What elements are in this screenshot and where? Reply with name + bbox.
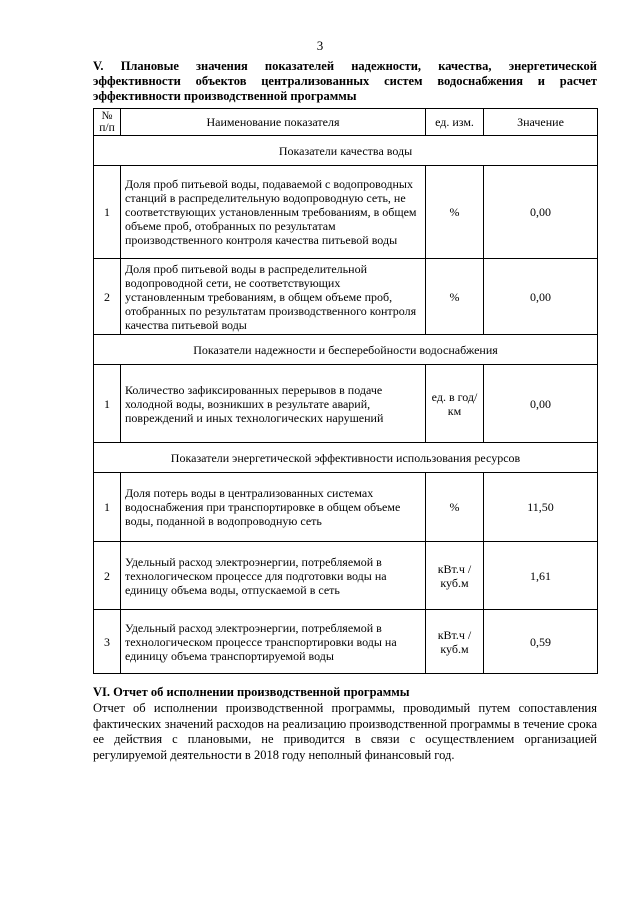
row-num: 1 xyxy=(94,166,121,259)
group-title: Показатели энергетической эффективности использования ресурсов xyxy=(94,443,598,473)
header-name: Наименование показателя xyxy=(121,109,426,136)
row-name: Удельный расход электроэнергии, потребляемой в технологическом процессе транспортировки воды на единицу объема транспортируемой воды xyxy=(121,610,426,674)
row-value: 11,50 xyxy=(484,473,598,542)
table-row xyxy=(94,365,598,443)
indicators-table xyxy=(93,108,598,674)
row-unit: % xyxy=(426,259,484,335)
table-row xyxy=(94,259,598,335)
row-unit: кВт.ч / куб.м xyxy=(426,542,484,610)
row-num: 2 xyxy=(94,259,121,335)
table-header-row xyxy=(94,109,598,136)
section-6-title: VI. Отчет об исполнении производственной программы xyxy=(93,685,410,699)
row-name: Доля проб питьевой воды в распределительной водопроводной сети, не соответствующих установленным требованиям, в общем объеме проб, отобранных по результатам производственного контроля качества питьевой воды xyxy=(121,259,426,335)
group-title: Показатели надежности и бесперебойности водоснабжения xyxy=(94,335,598,365)
section-5-title: V. Плановые значения показателей надежности, качества, энергетической эффективности объектов централизованных систем водоснабжения и расчет эффективности производственной программы xyxy=(93,59,597,103)
header-num: № п/п xyxy=(94,109,121,136)
row-unit: % xyxy=(426,473,484,542)
row-value: 0,59 xyxy=(484,610,598,674)
table-row xyxy=(94,166,598,259)
row-name: Доля проб питьевой воды, подаваемой с водопроводных станций в распределительную водопроводную сеть, не соответствующих установленным требованиям, в общем объеме проб, отобранных по результатам производственного контроля качества питьевой воды xyxy=(121,166,426,259)
row-unit: ед. в год/ км xyxy=(426,365,484,443)
table-row xyxy=(94,542,598,610)
row-value: 1,61 xyxy=(484,542,598,610)
table-row xyxy=(94,610,598,674)
row-num: 3 xyxy=(94,610,121,674)
section-6-body: Отчет об исполнении производственной программы, проводимый путем сопоставления фактических значений расходов на реализацию производственной программы в течение срока ее действия с плановыми, не приводится в связи с осуществлением организацией регулируемой деятельности в 2018 году неполный финансовый год. xyxy=(93,701,597,762)
row-num: 1 xyxy=(94,473,121,542)
page-number: 3 xyxy=(316,38,324,53)
header-value: Значение xyxy=(484,109,598,136)
row-unit: кВт.ч / куб.м xyxy=(426,610,484,674)
row-value: 0,00 xyxy=(484,259,598,335)
row-value: 0,00 xyxy=(484,365,598,443)
row-unit: % xyxy=(426,166,484,259)
row-name: Удельный расход электроэнергии, потребляемой в технологическом процессе для подготовки воды на единицу объема воды, отпускаемой в сеть xyxy=(121,542,426,610)
header-unit: ед. изм. xyxy=(426,109,484,136)
group-row-quality xyxy=(94,136,598,166)
row-num: 2 xyxy=(94,542,121,610)
group-title: Показатели качества воды xyxy=(94,136,598,166)
row-value: 0,00 xyxy=(484,166,598,259)
row-name: Количество зафиксированных перерывов в подаче холодной воды, возникших в результате аварий, повреждений и иных технологических нарушений xyxy=(121,365,426,443)
group-row-energy xyxy=(94,443,598,473)
group-row-reliability xyxy=(94,335,598,365)
table-row xyxy=(94,473,598,542)
row-name: Доля потерь воды в централизованных системах водоснабжения при транспортировке в общем объеме воды, поданной в водопроводную сеть xyxy=(121,473,426,542)
row-num: 1 xyxy=(94,365,121,443)
